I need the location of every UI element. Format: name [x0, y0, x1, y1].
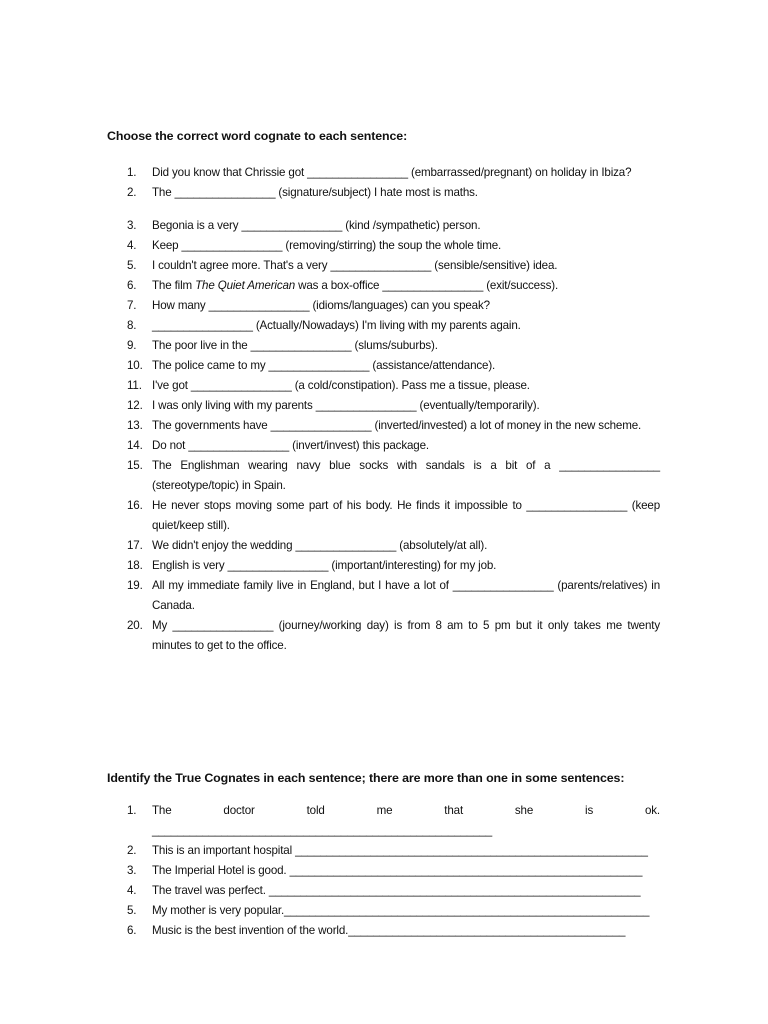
list-item	[127, 236, 660, 256]
item-number: 6.	[127, 279, 137, 292]
list-item	[127, 356, 660, 376]
item-number: 13.	[127, 419, 143, 432]
item-number: 1.	[127, 804, 137, 817]
item-text: I couldn't agree more. That's a very ________________ (sensible/sensitive) idea.	[152, 259, 558, 272]
item-number: 10.	[127, 359, 143, 372]
list-item	[127, 416, 660, 436]
list-item	[127, 436, 660, 456]
item-number: 2.	[127, 186, 137, 199]
item-text: I've got ________________ (a cold/constipation). Pass me a tissue, please.	[152, 379, 530, 392]
item-text: Do not ________________ (invert/invest) this package.	[152, 439, 429, 452]
item-number: 4.	[127, 239, 137, 252]
item-number: 8.	[127, 319, 137, 332]
list-item	[127, 216, 660, 236]
list-item	[127, 316, 660, 336]
item-text: The Englishman wearing navy blue socks with sandals is a bit of a ________________ (stereotype/topic) in Spain.	[152, 459, 660, 492]
list-item	[127, 163, 660, 183]
list-item	[127, 396, 660, 416]
section2-heading: Identify the True Cognates in each sentence; there are more than one in some sentences:	[107, 771, 625, 785]
item-text: The governments have ________________ (inverted/invested) a lot of money in the new scheme.	[152, 419, 642, 432]
item-text-post: was a box-office ________________ (exit/success).	[295, 279, 559, 292]
item-text: How many ________________ (idioms/languages) can you speak?	[152, 299, 490, 312]
item-text: I was only living with my parents ________________ (eventually/temporarily).	[152, 399, 540, 412]
item-number: 4.	[127, 884, 137, 897]
list-item	[127, 256, 660, 276]
item-number: 16.	[127, 499, 143, 512]
list-item	[127, 456, 660, 496]
list-item	[127, 881, 660, 901]
list-item	[127, 921, 660, 941]
item-number: 7.	[127, 299, 137, 312]
item-text: My ________________ (journey/working day) is from 8 am to 5 pm but it only takes me twenty minutes to get to the office.	[152, 619, 660, 652]
item-text: The poor live in the ________________ (slums/suburbs).	[152, 339, 438, 352]
list-item	[127, 376, 660, 396]
item-text: The travel was perfect. ___________________________________________________________	[152, 884, 641, 897]
item-number: 3.	[127, 219, 137, 232]
item-text: English is very ________________ (important/interesting) for my job.	[152, 559, 497, 572]
item-text	[152, 276, 660, 296]
section2-list	[127, 801, 660, 941]
section1-list	[127, 163, 660, 656]
list-item	[127, 861, 660, 881]
item-number: 14.	[127, 439, 143, 452]
list-item	[127, 296, 660, 316]
item-text: The police came to my ________________ (assistance/attendance).	[152, 359, 496, 372]
item-text: Keep ________________ (removing/stirring) the soup the whole time.	[152, 239, 502, 252]
list-item	[127, 801, 660, 841]
item-text: Music is the best invention of the world.____________________________________________	[152, 924, 626, 937]
item-number: 5.	[127, 904, 137, 917]
list-item	[127, 536, 660, 556]
list-item	[127, 336, 660, 356]
list-item	[127, 496, 660, 536]
item-text: This is an important hospital ________________________________________________________	[152, 844, 648, 857]
item-text: ________________ (Actually/Nowadays) I'm living with my parents again.	[152, 319, 521, 332]
item-number: 11.	[127, 379, 142, 392]
film-title: The Quiet American	[195, 279, 296, 292]
item-text: My mother is very popular.__________________________________________________________	[152, 904, 650, 917]
item-number: 2.	[127, 844, 137, 857]
item-text-pre: The film	[152, 279, 196, 292]
item-text: Did you know that Chrissie got ________________ (embarrassed/pregnant) on holiday in Ibiza?	[152, 166, 632, 179]
item-text: The ________________ (signature/subject) I hate most is maths.	[152, 186, 478, 199]
list-item	[127, 556, 660, 576]
list-item	[127, 901, 660, 921]
item-text: All my immediate family live in England, but I have a lot of ________________ (parents/relatives) in Canada.	[152, 579, 660, 612]
list-item	[127, 276, 660, 296]
item-number: 19.	[127, 579, 143, 592]
item-number: 18.	[127, 559, 143, 572]
list-item	[127, 576, 660, 616]
item-number: 12.	[127, 399, 143, 412]
item-number: 3.	[127, 864, 137, 877]
item-number: 9.	[127, 339, 137, 352]
item-number: 6.	[127, 924, 137, 937]
item-number: 17.	[127, 539, 143, 552]
list-item	[127, 616, 660, 656]
section1-heading: Choose the correct word cognate to each sentence:	[107, 129, 408, 143]
list-item	[127, 841, 660, 861]
item-text: The doctor told me that she is ok. ______________________________________________________	[152, 804, 660, 837]
item-number: 1.	[127, 166, 137, 179]
item-text: We didn't enjoy the wedding ________________ (absolutely/at all).	[152, 539, 488, 552]
item-number: 15.	[127, 459, 143, 472]
item-number: 5.	[127, 259, 137, 272]
item-number: 20.	[127, 619, 143, 632]
item-text: The Imperial Hotel is good. ________________________________________________________	[152, 864, 643, 877]
item-text: He never stops moving some part of his body. He finds it impossible to ________________ (keep quiet/keep still).	[152, 499, 660, 532]
item-text: Begonia is a very ________________ (kind /sympathetic) person.	[152, 219, 481, 232]
list-item	[127, 183, 660, 203]
